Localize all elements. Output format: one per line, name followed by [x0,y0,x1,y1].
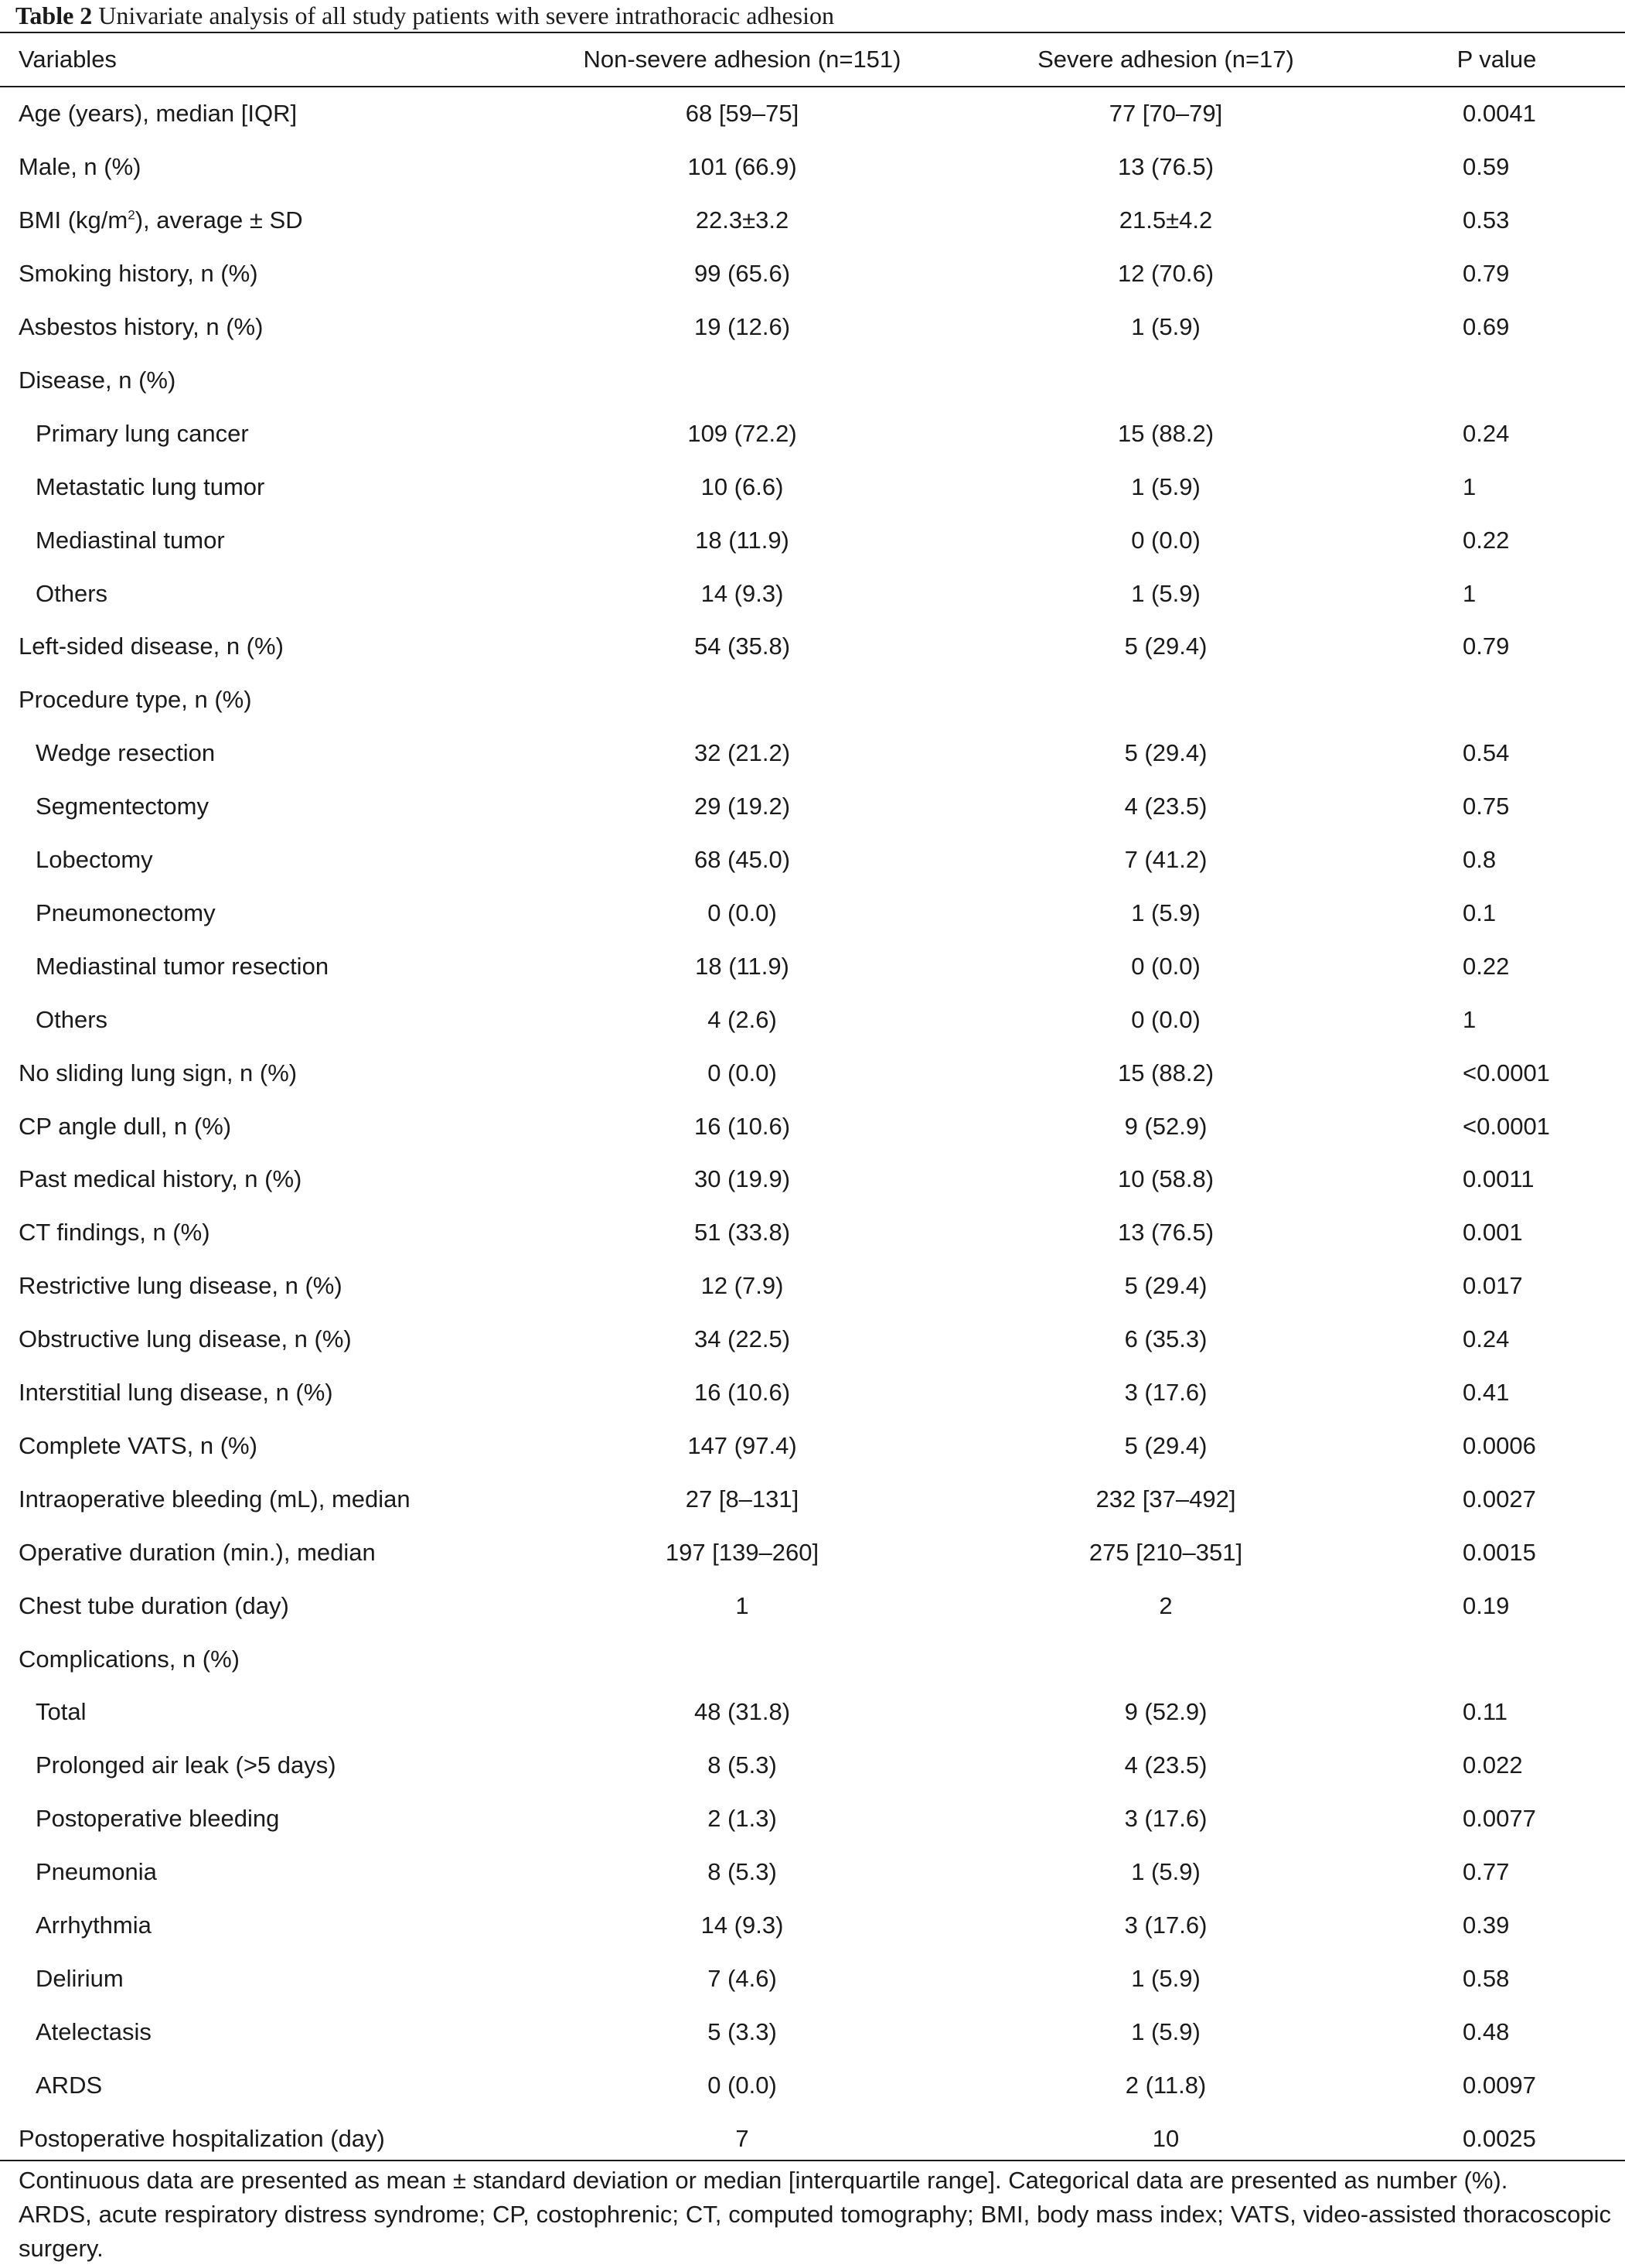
row-severe: 4 (23.5) [1124,1751,1208,1779]
row-p-value: 0.0015 [1463,1538,1536,1566]
row-non-severe: 30 (19.9) [693,1165,791,1193]
row-non-severe: 18 (11.9) [695,526,789,554]
row-non-severe: 0 (0.0) [707,2071,777,2099]
row-p-value: 0.77 [1463,1858,1510,1886]
row-severe: 3 (17.6) [1124,1379,1208,1407]
table-row [0,780,1625,834]
row-p-value: 0.0011 [1463,1165,1535,1193]
table-row [0,1632,1625,1686]
row-variable: Postoperative hospitalization (day) [19,2124,385,2152]
row-severe: 1 (5.9) [1131,899,1201,926]
row-severe: 1 (5.9) [1131,472,1201,500]
row-p-value: 0.54 [1463,739,1510,767]
row-severe: 2 (11.8) [1125,2071,1207,2099]
row-severe: 0 (0.0) [1131,526,1201,554]
row-variable [19,194,303,247]
row-p-value: 0.022 [1463,1751,1523,1779]
row-variable: Atelectasis [36,2017,152,2045]
row-severe: 5 (29.4) [1124,1272,1208,1300]
row-non-severe: 1 [735,1591,749,1619]
row-non-severe: 7 [735,2124,749,2152]
row-non-severe: 197 [139–260] [665,1538,819,1566]
table-row [0,1313,1625,1366]
table-row [0,1739,1625,1792]
row-variable: Procedure type, n (%) [19,686,252,714]
row-p-value: 1 [1463,472,1477,500]
row-variable: Age (years), median [IQR] [19,100,298,128]
row-p-value: 0.59 [1463,153,1510,181]
table-caption-text: Univariate analysis of all study patients with severe intrathoracic adhesion [98,2,834,29]
table-row [0,194,1625,247]
row-severe: 3 (17.6) [1124,1912,1208,1939]
table-row [0,407,1625,460]
row-p-value: <0.0001 [1463,1059,1550,1086]
row-non-severe: 51 (33.8) [693,1219,791,1247]
row-variable: Obstructive lung disease, n (%) [19,1325,352,1353]
row-p-value: 1 [1463,1005,1477,1033]
row-severe: 1 (5.9) [1131,313,1201,341]
row-p-value: 0.58 [1463,1964,1510,1992]
table-row [0,1153,1625,1206]
row-p-value: 0.79 [1463,633,1510,660]
row-non-severe: 16 (10.6) [693,1379,791,1407]
row-variable: Delirium [36,1964,124,1992]
row-variable: Primary lung cancer [36,419,249,447]
table-row [0,247,1625,301]
row-non-severe: 0 (0.0) [707,1059,777,1086]
footnote-line-1: Continuous data are presented as mean ± standard deviation or median [interquartile range]. Categorical data are presented as number (%). [19,2167,1508,2194]
row-severe: 10 [1152,2124,1180,2152]
row-severe: 77 [70–79] [1109,100,1223,128]
table-row [0,1526,1625,1579]
row-variable: Smoking history, n (%) [19,260,258,288]
row-p-value: 0.24 [1463,1325,1510,1353]
table-row [0,887,1625,940]
row-non-severe: 2 (1.3) [707,1805,777,1833]
row-variable: Others [36,1005,108,1033]
row-severe: 1 (5.9) [1131,1964,1201,1992]
row-severe [1003,354,1328,408]
row-non-severe: 48 (31.8) [693,1698,791,1726]
row-variable: Wedge resection [36,739,216,767]
row-severe: 15 (88.2) [1117,419,1214,447]
row-severe: 6 (35.3) [1124,1325,1208,1353]
row-variable-text: BMI (kg/m [19,206,128,234]
row-non-severe: 8 (5.3) [707,1751,777,1779]
row-non-severe: 29 (19.2) [693,793,791,820]
row-variable: Past medical history, n (%) [19,1165,302,1193]
row-variable: ARDS [36,2071,103,2099]
row-variable: Male, n (%) [19,153,141,181]
row-p-value: 0.39 [1463,1912,1510,1939]
row-p-value: 0.19 [1463,1591,1510,1619]
table-row [0,1792,1625,1846]
row-severe: 13 (76.5) [1117,1219,1214,1247]
row-variable: Chest tube duration (day) [19,1591,289,1619]
row-severe: 1 (5.9) [1131,2017,1201,2045]
table-row [0,1899,1625,1953]
table-row [0,460,1625,513]
row-non-severe: 7 (4.6) [707,1964,777,1992]
table-row [0,2005,1625,2058]
row-variable-text: ), average ± SD [135,206,303,234]
row-variable: Interstitial lung disease, n (%) [19,1379,333,1407]
footnote-line-2: ARDS, acute respiratory distress syndrome; CP, costophrenic; CT, computed tomography; BMI, body mass index; VATS, video-assisted thoracoscopic surgery. [19,2201,1611,2262]
header-non-severe: Non-severe adhesion (n=151) [583,46,901,73]
table-row [0,1420,1625,1473]
row-severe: 1 (5.9) [1131,579,1201,607]
table-header-row [0,33,1625,87]
row-non-severe: 12 (7.9) [700,1272,784,1300]
row-p-value: 0.79 [1463,260,1510,288]
row-variable: CT findings, n (%) [19,1219,210,1247]
row-non-severe: 147 (97.4) [687,1431,797,1459]
row-non-severe [580,674,904,727]
table-row [0,301,1625,354]
table-row [0,513,1625,567]
table-row [0,1206,1625,1260]
row-non-severe: 19 (12.6) [693,313,791,341]
row-severe: 9 (52.9) [1124,1698,1208,1726]
row-severe: 9 (52.9) [1124,1112,1208,1140]
table-row [0,1686,1625,1739]
row-severe: 5 (29.4) [1124,633,1208,660]
table-row [0,354,1625,408]
row-p-value: 0.22 [1463,952,1510,980]
row-variable: Prolonged air leak (>5 days) [36,1751,336,1779]
row-severe [1003,1632,1328,1686]
row-variable: Complications, n (%) [19,1645,240,1673]
row-severe: 1 (5.9) [1131,1858,1201,1886]
table-row [0,940,1625,993]
row-severe: 12 (70.6) [1117,260,1214,288]
row-variable: Mediastinal tumor resection [36,952,329,980]
row-non-severe: 22.3±3.2 [695,206,789,234]
row-severe: 13 (76.5) [1117,153,1214,181]
table-row [0,2058,1625,2112]
row-severe: 275 [210–351] [1088,1538,1243,1566]
row-non-severe: 14 (9.3) [700,1912,784,1939]
row-severe: 15 (88.2) [1117,1059,1214,1086]
row-p-value: 0.75 [1463,793,1510,820]
row-severe: 10 (58.8) [1117,1165,1214,1193]
row-variable: No sliding lung sign, n (%) [19,1059,298,1086]
row-p-value: 0.24 [1463,419,1510,447]
table-footnote [19,2164,1611,2266]
row-non-severe: 54 (35.8) [693,633,791,660]
row-variable: CP angle dull, n (%) [19,1112,232,1140]
table-row [0,1046,1625,1100]
table-row [0,1846,1625,1899]
row-non-severe: 34 (22.5) [693,1325,791,1353]
row-p-value: 0.48 [1463,2017,1510,2045]
row-variable: Postoperative bleeding [36,1805,280,1833]
row-variable: Lobectomy [36,846,153,874]
row-non-severe [580,354,904,408]
row-severe: 232 [37–492] [1095,1485,1236,1513]
row-p-value: 0.0097 [1463,2071,1536,2099]
table-row [0,727,1625,780]
row-variable: Operative duration (min.), median [19,1538,376,1566]
table-row [0,1472,1625,1526]
row-variable: Pneumonia [36,1858,157,1886]
table-row [0,567,1625,620]
row-p-value: 0.0077 [1463,1805,1536,1833]
row-variable: Mediastinal tumor [36,526,225,554]
header-severe: Severe adhesion (n=17) [1037,46,1294,73]
row-variable: Intraoperative bleeding (mL), median [19,1485,411,1513]
row-severe: 21.5±4.2 [1119,206,1213,234]
row-severe: 0 (0.0) [1131,1005,1201,1033]
table-row [0,674,1625,727]
row-p-value: 0.0041 [1463,100,1536,128]
row-variable: Pneumonectomy [36,899,216,926]
row-p-value: 0.0027 [1463,1485,1536,1513]
table-caption-label: Table 2 [15,2,93,29]
row-severe: 0 (0.0) [1131,952,1201,980]
row-p-value: 0.1 [1463,899,1497,926]
row-p-value: 0.41 [1463,1379,1510,1407]
row-p-value: 0.017 [1463,1272,1523,1300]
row-p-value: 0.8 [1463,846,1497,874]
row-p-value: 1 [1463,579,1477,607]
row-p-value: 0.69 [1463,313,1510,341]
row-p-value: 0.22 [1463,526,1510,554]
row-variable: Disease, n (%) [19,366,176,394]
row-non-severe: 27 [8–131] [685,1485,799,1513]
row-non-severe [580,1632,904,1686]
row-variable: Left-sided disease, n (%) [19,633,284,660]
row-non-severe: 99 (65.6) [693,260,791,288]
row-severe: 5 (29.4) [1124,1431,1208,1459]
row-variable: Complete VATS, n (%) [19,1431,257,1459]
row-non-severe: 14 (9.3) [700,579,784,607]
table-caption [15,2,834,29]
row-non-severe: 109 (72.2) [687,419,797,447]
row-variable: Segmentectomy [36,793,209,820]
row-p-value: 0.0025 [1463,2124,1536,2152]
table-row [0,1366,1625,1420]
row-variable: Others [36,579,108,607]
row-non-severe: 10 (6.6) [700,472,784,500]
row-variable: Restrictive lung disease, n (%) [19,1272,342,1300]
row-non-severe: 101 (66.9) [687,153,797,181]
table-row [0,1100,1625,1153]
row-severe: 5 (29.4) [1124,739,1208,767]
row-variable-superscript: 2 [128,207,135,223]
row-severe: 2 [1159,1591,1173,1619]
table-row [0,620,1625,674]
row-non-severe: 18 (11.9) [695,952,789,980]
row-variable: Asbestos history, n (%) [19,313,264,341]
row-non-severe: 8 (5.3) [707,1858,777,1886]
row-variable: Metastatic lung tumor [36,472,265,500]
header-p-value: P value [1456,46,1537,73]
row-variable: Arrhythmia [36,1912,152,1939]
table-row [0,87,1625,141]
header-variables: Variables [19,46,117,73]
row-severe: 4 (23.5) [1124,793,1208,820]
table-row [0,1953,1625,2006]
table-row [0,1579,1625,1632]
row-non-severe: 4 (2.6) [707,1005,777,1033]
table-row [0,834,1625,887]
row-severe: 3 (17.6) [1124,1805,1208,1833]
row-severe: 7 (41.2) [1124,846,1208,874]
bottom-rule [0,2160,1625,2161]
row-non-severe: 16 (10.6) [693,1112,791,1140]
row-p-value: 0.11 [1463,1698,1508,1726]
row-non-severe: 0 (0.0) [707,899,777,926]
row-p-value: 0.0006 [1463,1431,1536,1459]
table-row [0,993,1625,1046]
row-non-severe: 68 (45.0) [693,846,791,874]
row-non-severe: 68 [59–75] [685,100,799,128]
table-row [0,141,1625,194]
row-p-value: 0.001 [1463,1219,1523,1247]
row-non-severe: 5 (3.3) [707,2017,777,2045]
table-row [0,2112,1625,2165]
row-variable: Total [36,1698,87,1726]
row-non-severe: 32 (21.2) [693,739,791,767]
row-severe [1003,674,1328,727]
table-row [0,1260,1625,1313]
row-p-value: 0.53 [1463,206,1510,234]
row-p-value: <0.0001 [1463,1112,1550,1140]
